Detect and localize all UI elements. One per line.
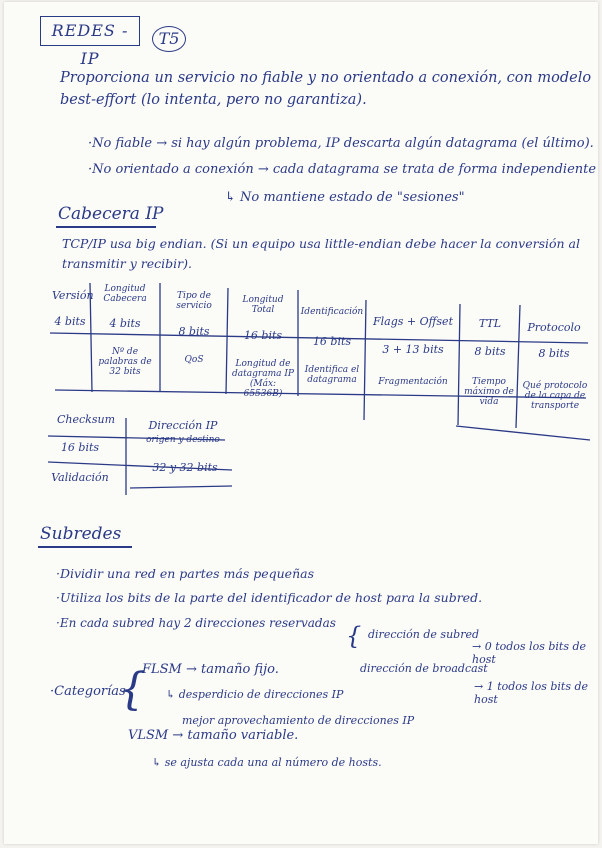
col-header-flags-offset: Flags + Offset [373,315,453,328]
dir-subred-label: dirección de subred [368,628,479,641]
categorias-label: ·Categorías [50,684,126,699]
note-protocolo: Qué protocolo de la capa de transporte [522,381,588,411]
subredes-underline [38,546,132,548]
bullet-no-fiable: ·No fiable → si hay algún problema, IP descarta algún datagrama (el último). [88,136,594,151]
flsm-line: FLSM → tamaño fijo. [142,662,279,677]
size-longitud-total: 16 bits [243,329,283,342]
col-header-protocolo: Protocolo [527,321,581,334]
note-flags-offset: Fragmentación [378,377,448,387]
page-title: REDES - IP [40,16,140,46]
vlsm-note-top: mejor aprovechamiento de direcciones IP [182,714,415,727]
note-ttl: Tiempo máximo de vida [464,377,514,407]
dir-broadcast-label: dirección de broadcast [360,662,488,675]
intro-line-1: Proporciona un servicio no fiable y no orientado a conexión, con modelo [60,70,592,86]
note-longitud-total: Longitud de datagrama IP (Máx: 65536B) [232,359,294,399]
cabecera-text-1: TCP/IP usa big endian. (Si un equipo usa little-endian debe hacer la conversión al [62,236,580,251]
size-tipo-servicio: 8 bits [178,325,210,338]
brace-reservadas: { [346,622,362,650]
checksum-header: Checksum [57,413,115,426]
col-header-longitud-total: Longitud Total [242,295,284,315]
ip-address-size: 32 y 32 bits [152,461,218,474]
cabecera-text-2: transmitir y recibir). [62,256,192,271]
subredes-bullet-2: ·Utiliza los bits de la parte del identificador de host para la subred. [56,590,483,605]
col-header-identificacion: Identificación [300,307,364,317]
subredes-bullet-3: ·En cada subred hay 2 direcciones reservadas [56,616,336,630]
vlsm-note: ↳ se ajusta cada una al número de hosts. [152,756,382,769]
size-ttl: 8 bits [474,345,506,358]
checksum-note: Validación [51,471,109,484]
dir-subred-value: → 0 todos los bits de host [472,640,587,667]
col-header-version: Versión [52,289,94,302]
subredes-heading: Subredes [40,524,122,544]
size-version: 4 bits [54,315,86,328]
ip-address-sub: origen y destino [146,435,220,445]
flsm-note: ↳ desperdicio de direcciones IP [166,688,344,701]
note-tipo-servicio: QoS [184,355,204,365]
size-protocolo: 8 bits [538,347,570,360]
ip-address-header: Dirección IP [148,419,218,432]
size-longitud-cabecera: 4 bits [109,317,141,330]
intro-line-2: best-effort (lo intenta, pero no garantiza). [60,92,367,108]
col-header-tipo-servicio: Tipo de servicio [176,291,212,311]
subredes-bullet-1: ·Dividir una red en partes más pequeñas [56,566,314,581]
cabecera-heading: Cabecera IP [58,204,164,224]
topic-tag: T5 [152,26,186,52]
col-header-ttl: TTL [478,317,502,330]
dir-broadcast-value: → 1 todos los bits de host [474,680,589,707]
brace-categorias: { [118,664,146,715]
bullet-sesiones: ↳ No mantiene estado de "sesiones" [225,190,465,205]
vlsm-line: VLSM → tamaño variable. [128,728,299,743]
col-header-longitud-cabecera: Longitud Cabecera [103,284,147,304]
note-identificacion: Identifica el datagrama [304,365,360,385]
bullet-no-orientado: ·No orientado a conexión → cada datagrama se trata de forma independiente [88,162,597,177]
checksum-size: 16 bits [60,441,100,454]
size-identificacion: 16 bits [312,335,352,348]
size-flags-offset: 3 + 13 bits [382,343,444,356]
note-longitud-cabecera: Nº de palabras de 32 bits [98,347,152,377]
